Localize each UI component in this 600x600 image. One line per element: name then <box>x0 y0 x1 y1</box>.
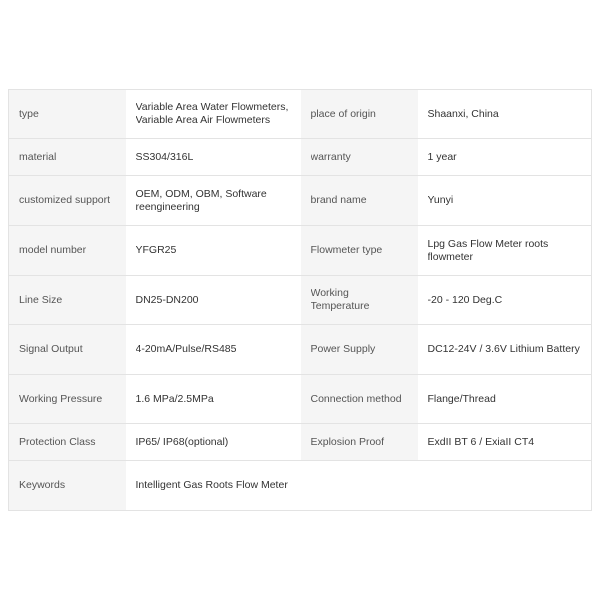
spec-label: Signal Output <box>9 325 126 375</box>
table-row <box>9 461 592 511</box>
spec-label: model number <box>9 226 126 276</box>
spec-label: Connection method <box>301 375 418 424</box>
spec-value: Yunyi <box>418 176 592 226</box>
table-row <box>9 375 592 424</box>
spec-label: Keywords <box>9 461 126 511</box>
spec-value: YFGR25 <box>126 226 301 276</box>
spec-value: 1 year <box>418 139 592 176</box>
spec-label: Protection Class <box>9 424 126 461</box>
spec-value: -20 - 120 Deg.C <box>418 276 592 325</box>
spec-value: Intelligent Gas Roots Flow Meter <box>126 461 301 511</box>
table-row <box>9 90 592 139</box>
spec-label: type <box>9 90 126 139</box>
spec-value: ExdII BT 6 / ExiaII CT4 <box>418 424 592 461</box>
spec-value: Flange/Thread <box>418 375 592 424</box>
spec-label: place of origin <box>301 90 418 139</box>
spec-value: 1.6 MPa/2.5MPa <box>126 375 301 424</box>
table-row <box>9 276 592 325</box>
spec-label: brand name <box>301 176 418 226</box>
spec-label: Line Size <box>9 276 126 325</box>
table-row <box>9 226 592 276</box>
spec-value: OEM, ODM, OBM, Software reengineering <box>126 176 301 226</box>
table-row <box>9 424 592 461</box>
spec-value: 4-20mA/Pulse/RS485 <box>126 325 301 375</box>
spec-label: Explosion Proof <box>301 424 418 461</box>
spec-label: material <box>9 139 126 176</box>
spec-value: SS304/316L <box>126 139 301 176</box>
spec-value: DC12-24V / 3.6V Lithium Battery <box>418 325 592 375</box>
spec-label: Working Pressure <box>9 375 126 424</box>
spec-label: Power Supply <box>301 325 418 375</box>
table-row <box>9 325 592 375</box>
table-row <box>9 176 592 226</box>
spec-value: IP65/ IP68(optional) <box>126 424 301 461</box>
spec-label: Working Temperature <box>301 276 418 325</box>
spec-empty-cell <box>418 461 592 511</box>
spec-label: Flowmeter type <box>301 226 418 276</box>
spec-label: customized support <box>9 176 126 226</box>
spec-value: Lpg Gas Flow Meter roots flowmeter <box>418 226 592 276</box>
spec-value: Variable Area Water Flowmeters, Variable Area Air Flowmeters <box>126 90 301 139</box>
spec-label: warranty <box>301 139 418 176</box>
specification-table <box>8 89 592 511</box>
spec-value: Shaanxi, China <box>418 90 592 139</box>
table-row <box>9 139 592 176</box>
spec-empty-cell <box>301 461 418 511</box>
spec-value: DN25-DN200 <box>126 276 301 325</box>
